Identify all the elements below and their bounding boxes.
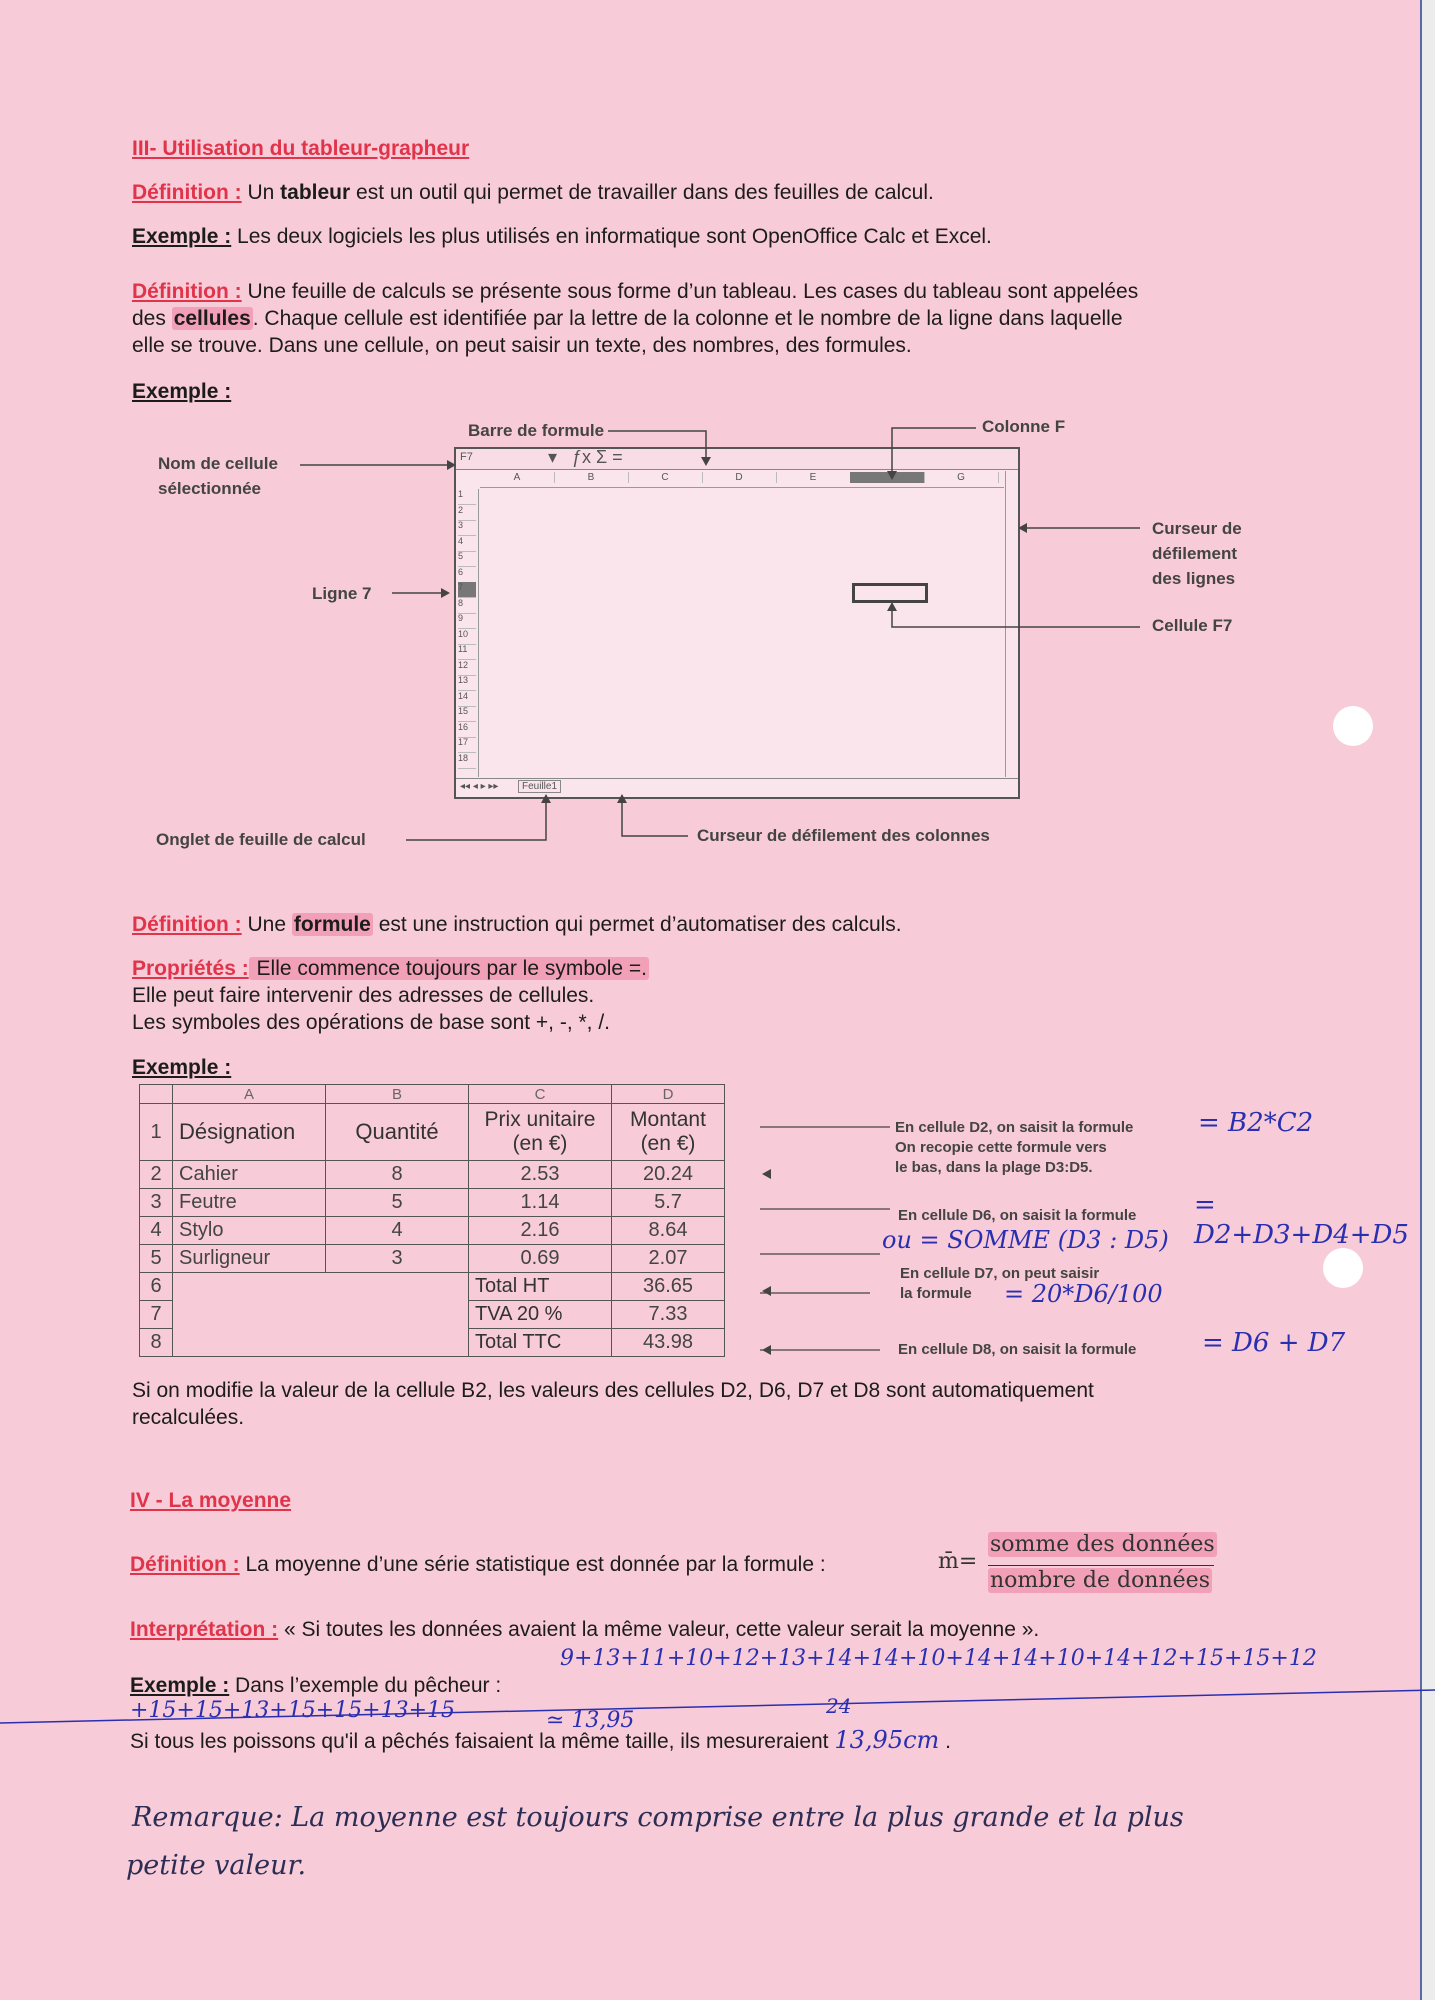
row-header-18: 18 [458,753,476,769]
table-row: 7 TVA 20 % 7.33 [140,1301,725,1329]
table-row: 4 Stylo 4 2.16 8.64 [140,1217,725,1245]
annotation-d8-formula: = D6 + D7 [1202,1328,1346,1358]
tab-nav-arrows[interactable]: ◂◂ ◂ ▸ ▸▸ [460,781,499,792]
column-header-F: F [850,472,925,483]
section-title-tableur: III- Utilisation du tableur-grapheur [132,137,470,160]
prop-line1: Propriétés : Elle commence toujours par le symbole =. [132,957,647,980]
label-barre-formule: Barre de formule [468,421,605,440]
hand-sum-denominator: 24 [826,1694,852,1718]
proprietes-formule [132,955,649,1036]
example-logiciels: Exemple : Les deux logiciels les plus utilisés en informatique sont OpenOffice Calc et Excel. [132,225,992,248]
label-colonne-f: Colonne F [982,417,1066,436]
row-header-17: 17 [458,737,476,753]
label-curseur-colonnes: Curseur de défilement des colonnes [697,826,990,845]
label-curseur-lignes: Curseur de défilement des lignes [1152,519,1242,588]
table-row: 6 Total HT 36.65 [140,1273,725,1301]
definition-tableur: Définition : Un tableur est un outil qui permet de travailler dans des feuilles de calcul. [132,181,934,204]
column-header-C: C [628,472,703,483]
prop-line2: Elle peut faire intervenir des adresses de cellules. [132,984,595,1007]
example-label-3: Exemple : [132,1056,232,1079]
annotation-d2: En cellule D2, on saisit la formule On recopie cette formule vers le bas, dans la plage D3:D5. [895,1119,1134,1176]
mean-symbol: m̄= [938,1549,978,1574]
name-box: F7 [460,451,473,463]
column-header-A: A [480,472,555,483]
table-row: 2 Cahier 8 2.53 20.24 [140,1161,725,1189]
row-header-14: 14 [458,691,476,707]
table-column-headers: A B C D [140,1085,725,1104]
function-icons: ▾ ƒx Σ = [548,447,623,467]
row-header-13: 13 [458,675,476,691]
row-header-5: 5 [458,551,476,567]
annotation-d7: En cellule D7, on peut saisir la formule [900,1265,1100,1302]
example-pecheur: Exemple : Dans l’exemple du pêcheur : [130,1674,502,1697]
row-header-9: 9 [458,613,476,629]
interpretation-moyenne: Interprétation : « Si toutes les données avaient la même valeur, cette valeur serait la moyenne ». [130,1618,1040,1641]
row-header-11: 11 [458,644,476,660]
label-cellule-f7: Cellule F7 [1152,616,1233,635]
table-row: 3 Feutre 5 1.14 5.7 [140,1189,725,1217]
table-row: 1 Désignation Quantité Prix unitaire (en €) Montant (en €) [140,1104,725,1161]
annotation-d2-formula: = B2*C2 [1198,1108,1314,1138]
column-header-G: G [924,472,999,483]
fraction-denominator: nombre de données [990,1568,1210,1593]
fraction-bar [988,1565,1214,1566]
example-table [139,1084,725,1357]
definition-moyenne: Définition : La moyenne d’une série statistique est donnée par la formule : [130,1553,826,1576]
row-header-12: 12 [458,660,476,676]
annotation-d6: En cellule D6, on saisit la formule [898,1207,1137,1224]
label-nom-cellule: Nom de cellule sélectionnée [158,454,278,498]
label-ligne7: Ligne 7 [312,584,372,603]
row-header-6: 6 [458,567,476,583]
column-header-B: B [554,472,629,483]
column-header-E: E [776,472,851,483]
sheet-tab[interactable]: Feuille1 [518,780,561,793]
hand-sum-result: ≃ 13,95 [546,1708,635,1733]
row-header-7: 7 [458,582,476,598]
annotation-d8: En cellule D8, on saisit la formule [898,1341,1137,1358]
def-feuille-line2: des cellules. Chaque cellule est identifiée par la lettre de la colonne et le nombre de la ligne dans laquelle [132,307,1123,330]
fish-conclusion: Si tous les poissons qu'il a pêchés faisaient la même taille, ils mesureraient 13,95cm . [130,1726,951,1754]
def-feuille-line3: elle se trouve. Dans une cellule, on peut saisir un texte, des nombres, des formules. [132,334,912,357]
label-onglet: Onglet de feuille de calcul [156,830,366,849]
row-header-15: 15 [458,706,476,722]
annotation-d7-formula: = 20*D6/100 [1004,1280,1163,1308]
row-header-16: 16 [458,722,476,738]
fraction-numerator: somme des données [990,1532,1215,1557]
example-label-2: Exemple : [132,380,232,403]
annotation-d6-formula: = D2+D3+D4+D5 [1194,1190,1409,1250]
row-header-3: 3 [458,520,476,536]
hand-sum-numerator: 9+13+11+10+12+13+14+14+10+14+14+10+14+12+15+15+12 [560,1646,1317,1671]
annotation-d6-formula-alt: ou = SOMME (D3 : D5) [882,1226,1169,1254]
row-header-4: 4 [458,536,476,552]
column-header-D: D [702,472,777,483]
prop-line3: Les symboles des opérations de base sont +, -, *, /. [132,1011,611,1034]
row-header-2: 2 [458,505,476,521]
row-header-10: 10 [458,629,476,645]
section-title-moyenne: IV - La moyenne [130,1489,292,1512]
def-feuille-line1: Définition : Une feuille de calculs se présente sous forme d’un tableau. Les cases du tableau sont appelées [132,280,1139,303]
definition-formule: Définition : Une formule est une instruction qui permet d’automatiser des calculs. [132,913,902,936]
recalcul-note: Si on modifie la valeur de la cellule B2, les valeurs des cellules D2, D6, D7 et D8 sont automatiquement recalculées. [132,1379,1094,1429]
row-header-1: 1 [458,489,476,505]
remark-handwritten: Remarque: La moyenne est toujours comprise entre la plus grande et la plus [132,1802,1184,1833]
row-header-8: 8 [458,598,476,614]
remark-handwritten-2: petite valeur. [126,1850,307,1881]
table-row: 8 Total TTC 43.98 [140,1329,725,1357]
hand-sum-line2: +15+15+13+15+15+13+15 [130,1698,455,1723]
table-row: 5 Surligneur 3 0.69 2.07 [140,1245,725,1273]
